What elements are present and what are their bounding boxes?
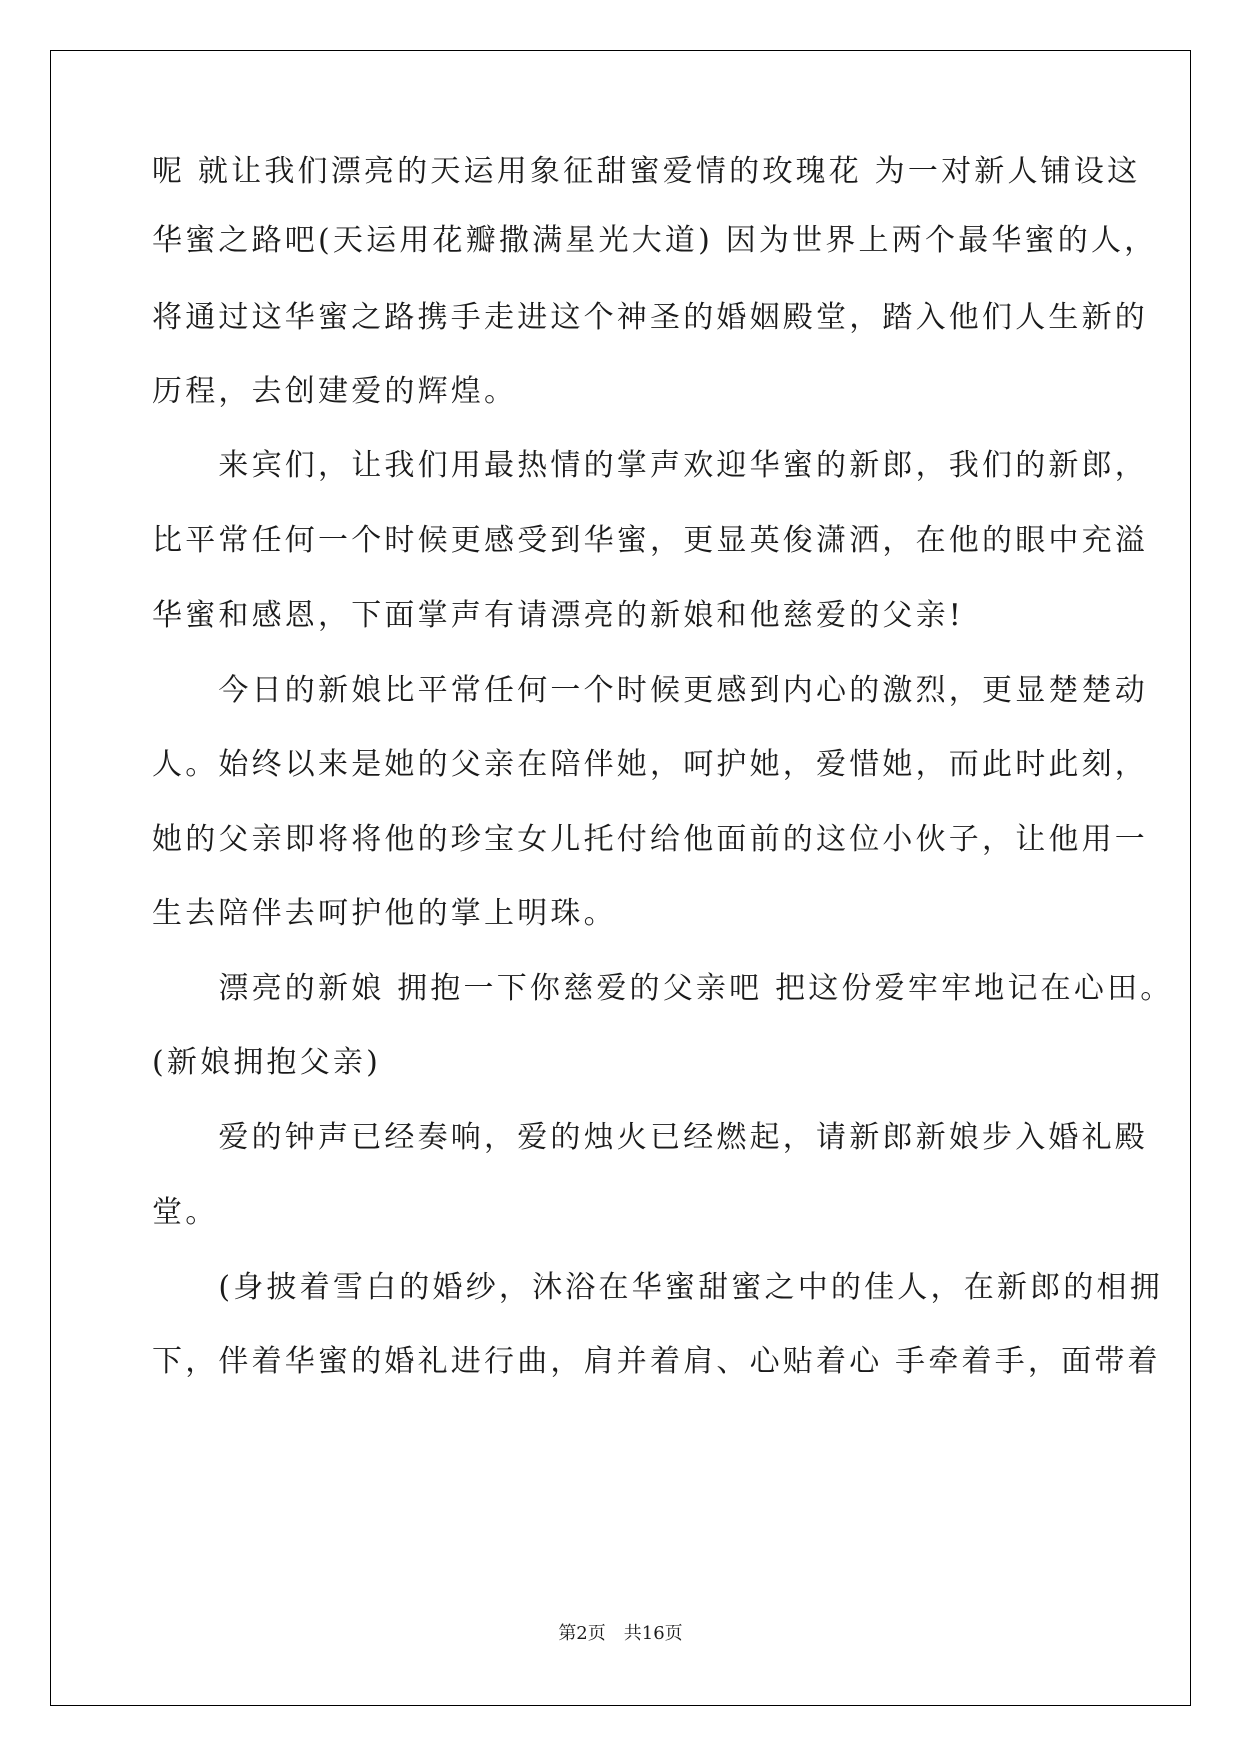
body-line-15: 堂。 [152, 1195, 219, 1230]
body-line-17: 下，伴着华蜜的婚礼进行曲，肩并着肩、心贴着心 手牵着手，面带着 [152, 1344, 1161, 1379]
body-line-6: 比平常任何一个时候更感受到华蜜，更显英俊潇洒，在他的眼中充溢 [152, 523, 1148, 558]
body-line-3: 将通过这华蜜之路携手走进这个神圣的婚姻殿堂，踏入他们人生新的 [152, 300, 1148, 335]
body-line-1: 呢 就让我们漂亮的天运用象征甜蜜爱情的玫瑰花 为一对新人铺设这 [152, 154, 1141, 189]
page-number-footer: 第2页 共16页 [558, 1623, 683, 1644]
body-line-14: 爱的钟声已经奏响，爱的烛火已经燃起，请新郎新娘步入婚礼殿 [152, 1120, 1148, 1155]
body-line-12: 漂亮的新娘 拥抱一下你慈爱的父亲吧 把这份爱牢牢地记在心田。 [152, 971, 1174, 1006]
body-line-16: (身披着雪白的婚纱，沐浴在华蜜甜蜜之中的佳人，在新郎的相拥 [152, 1270, 1163, 1305]
body-line-7: 华蜜和感恩，下面掌声有请漂亮的新娘和他慈爱的父亲! [152, 598, 965, 633]
body-line-8: 今日的新娘比平常任何一个时候更感到内心的激烈，更显楚楚动 [152, 673, 1148, 708]
body-line-13: (新娘拥抱父亲) [152, 1045, 382, 1080]
body-line-10: 她的父亲即将将他的珍宝女儿托付给他面前的这位小伙子，让他用一 [152, 822, 1148, 857]
body-line-11: 生去陪伴去呵护他的掌上明珠。 [152, 896, 617, 931]
body-line-2: 华蜜之路吧(天运用花瓣撒满星光大道) 因为世界上两个最华蜜的人， [152, 223, 1158, 258]
body-line-9: 人。始终以来是她的父亲在陪伴她，呵护她，爱惜她，而此时此刻， [152, 747, 1148, 782]
body-line-4: 历程，去创建爱的辉煌。 [152, 374, 518, 409]
body-line-5: 来宾们，让我们用最热情的掌声欢迎华蜜的新郎，我们的新郎， [152, 448, 1148, 483]
